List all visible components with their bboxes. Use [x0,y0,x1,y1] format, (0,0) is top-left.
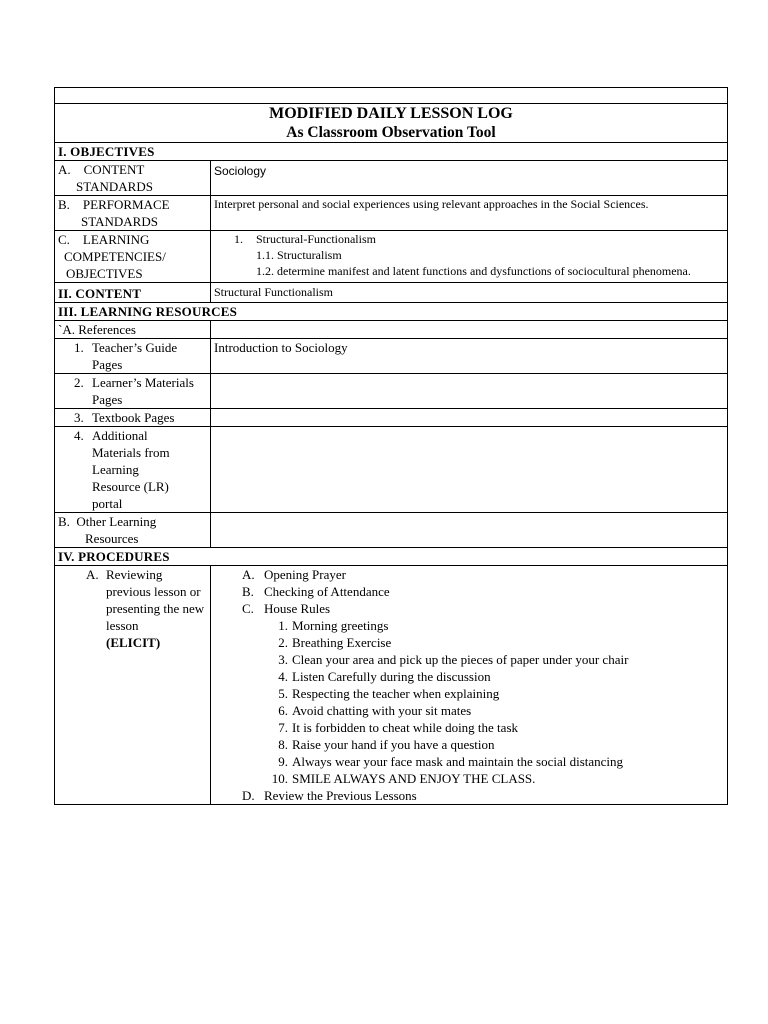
procedure-step: A. Opening Prayer [242,567,346,582]
content-row [55,283,728,303]
house-rule-item: 10. SMILE ALWAYS AND ENJOY THE CLASS. [271,771,536,786]
reference-label: Additional Materials from Learning Resource (LR) portal [92,428,170,511]
performance-standards-row [55,196,728,231]
elicit-tag: (ELICIT) [106,635,161,650]
learning-competencies-value: 1. Structural-Functionalism 1.1. Structuralism 1.2. determine manifest and latent functions and dysfunctions of sociocultural phenomena. [211,231,728,283]
house-rule-item: 1. Morning greetings [278,618,389,633]
procedure-step: C. House Rules [242,601,331,616]
performance-standards-value: Interpret personal and social experiences using relevant approaches in the Social Sciences. [211,196,728,231]
learning-resources-heading: III. LEARNING RESOURCES [55,303,728,321]
content-standards-label: A. CONTENT STANDARDS [55,161,211,196]
competency-1-1: 1.1. Structuralism [256,248,342,262]
title-line-1: MODIFIED DAILY LESSON LOG [269,105,513,122]
reference-value [211,427,728,513]
reference-row: 3. Textbook Pages [55,409,728,427]
procedures-heading: IV. PROCEDURES [55,548,728,566]
reviewing-label: Reviewing previous lesson or presenting the new lesson [106,567,205,633]
lesson-log-table [54,87,728,805]
other-resources-row [55,513,728,548]
house-rule-item: 3. Clean your area and pick up the pieces of paper under your chair [278,652,629,667]
reference-value: Introduction to Sociology [211,339,728,374]
reference-row: 4. Additional Materials from Learning Resource (LR) portal [55,427,728,513]
learning-competencies-row [55,231,728,283]
house-rule-item: 9. Always wear your face mask and maintain the social distancing [278,754,624,769]
competency-1-2: 1.2. determine manifest and latent functions and dysfunctions of sociocultural phenomena. [256,264,691,278]
top-blank-row [55,88,728,104]
procedure-step: B. Checking of Attendance [242,584,390,599]
house-rule-item: 8. Raise your hand if you have a question [278,737,495,752]
house-rule-item: 7. It is forbidden to cheat while doing the task [278,720,519,735]
reference-row: 2. Learner’s Materials Pages [55,374,728,409]
objectives-heading: I. OBJECTIVES [55,143,728,161]
learning-resources-heading-row [55,303,728,321]
other-resources-value [211,513,728,548]
content-standards-value: Sociology [211,161,728,196]
procedure-step: D. Review the Previous Lessons [242,788,417,803]
house-rule-item: 5. Respecting the teacher when explaining [278,686,500,701]
title-line-2: As Classroom Observation Tool [286,124,496,141]
procedures-steps [211,566,728,805]
house-rule-item: 4. Listen Carefully during the discussion [278,669,491,684]
reference-label: Textbook Pages [92,410,175,425]
performance-standards-label: B. PERFORMACE STANDARDS [55,196,211,231]
references-label: `A. References [55,321,211,339]
other-resources-label: B. Other Learning Resources [55,513,211,548]
title-row [55,104,728,143]
reference-row: 1. Teacher’s Guide Pages Introduction to Sociology [55,339,728,374]
reference-label: Teacher’s Guide Pages [92,340,178,372]
content-heading: II. CONTENT [55,283,211,303]
objectives-heading-row [55,143,728,161]
content-standards-row [55,161,728,196]
procedures-row [55,566,728,805]
house-rule-item: 2. Breathing Exercise [278,635,392,650]
reference-value [211,409,728,427]
procedures-heading-row [55,548,728,566]
content-value: Structural Functionalism [211,283,728,303]
document-title [55,104,728,143]
reference-label: Learner’s Materials Pages [92,375,194,407]
reference-value [211,374,728,409]
learning-competencies-label: C. LEARNING COMPETENCIES/ OBJECTIVES [55,231,211,283]
references-row [55,321,728,339]
procedures-label: A. Reviewing previous lesson or presenting the new lesson (ELICIT) [55,566,211,805]
house-rule-item: 6. Avoid chatting with your sit mates [278,703,472,718]
